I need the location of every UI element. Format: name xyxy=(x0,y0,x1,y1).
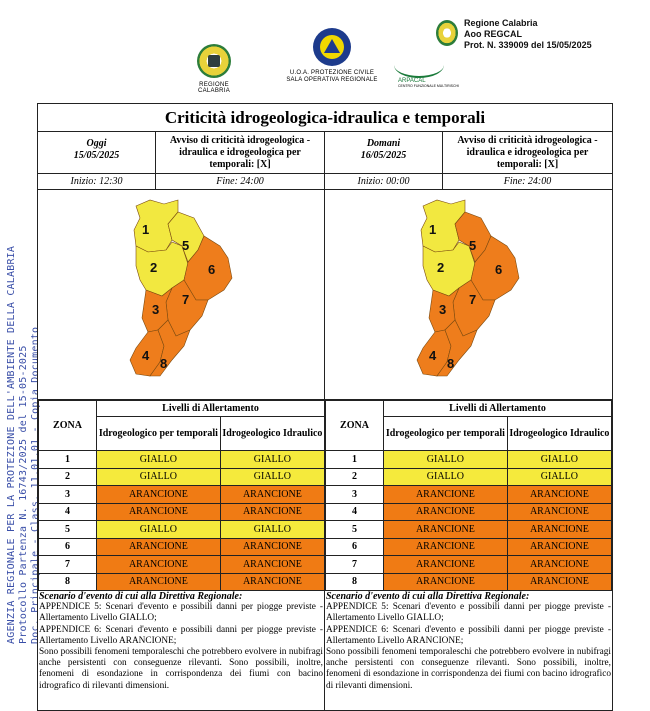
day-date-cell xyxy=(325,132,443,173)
calabria-map-svg xyxy=(38,190,325,400)
map-label-1: 1 xyxy=(142,222,150,237)
alert-table xyxy=(38,400,324,591)
day-date: 16/05/2025 xyxy=(360,150,407,161)
zona-cell: 2 xyxy=(39,468,97,486)
idraulico-level-cell: ARANCIONE xyxy=(220,503,324,521)
day-panel-tomorrow xyxy=(325,132,612,711)
scenario-description: Sono possibili fenomeni temporaleschi che potrebbero evolvere in nubifragi anche persistenti con conseguenze rilevanti. Sono possibili, inoltre, fenomeni di esondazione in corrispondenza dei fiumi con bacino idrografico di rilevanti dimensioni. xyxy=(39,647,323,691)
time-row xyxy=(38,174,324,190)
idraulico-level-cell: ARANCIONE xyxy=(220,573,324,591)
livelli-header: Livelli di Allertamento xyxy=(384,401,612,417)
scenario-title: Scenario d'evento di cui alla Direttiva Regionale: xyxy=(39,591,243,602)
scenario-description: Sono possibili fenomeni temporaleschi che potrebbero evolvere in nubifragi anche persistenti con conseguenze rilevanti. Sono possibili, inoltre, fenomeni di esondazione in corrispondenza dei fiumi con bacino idrografico di rilevanti dimensioni. xyxy=(326,647,611,691)
alert-table xyxy=(325,400,612,591)
idraulico-level-cell: ARANCIONE xyxy=(220,538,324,556)
map-label-8: 8 xyxy=(447,356,455,371)
day-label: Oggi xyxy=(86,138,107,149)
zona-cell: 6 xyxy=(326,538,384,556)
stamp-line-1: AGENZIA REGIONALE PER LA PROTEZIONE DELL'AMBIENTE DELLA CALABRIA xyxy=(6,245,17,644)
avviso-text: Avviso di criticità idrogeologica - idraulica e idrogeologica per temporali: [X] xyxy=(169,135,311,170)
zone-row xyxy=(39,486,325,504)
temporali-level-cell: ARANCIONE xyxy=(97,486,221,504)
zone-row xyxy=(39,556,325,574)
zona-cell: 5 xyxy=(39,521,97,539)
temporali-level-cell: ARANCIONE xyxy=(384,521,508,539)
livelli-header: Livelli di Allertamento xyxy=(97,401,325,417)
idraulico-level-cell: ARANCIONE xyxy=(507,538,611,556)
col-idraulico-header: Idrogeologico Idraulico xyxy=(220,417,324,451)
map-label-1: 1 xyxy=(429,222,437,237)
day-date: 15/05/2025 xyxy=(73,150,120,161)
temporali-level-cell: ARANCIONE xyxy=(384,486,508,504)
zona-cell: 3 xyxy=(326,486,384,504)
temporali-level-cell: GIALLO xyxy=(97,521,221,539)
map-label-6: 6 xyxy=(495,262,503,277)
fine-time: Fine: 24:00 xyxy=(216,176,264,187)
zona-cell: 2 xyxy=(326,468,384,486)
temporali-level-cell: GIALLO xyxy=(384,451,508,469)
zona-cell: 7 xyxy=(39,556,97,574)
zona-cell: 4 xyxy=(326,503,384,521)
zone-row xyxy=(326,521,612,539)
temporali-level-cell: GIALLO xyxy=(384,468,508,486)
zone-row xyxy=(39,521,325,539)
temporali-level-cell: ARANCIONE xyxy=(97,538,221,556)
inizio-time: Inizio: 00:00 xyxy=(325,174,443,189)
temporali-level-cell: GIALLO xyxy=(97,451,221,469)
time-row xyxy=(325,174,612,190)
pc-caption-2: SALA OPERATIVA REGIONALE xyxy=(286,77,378,83)
zona-cell: 4 xyxy=(39,503,97,521)
map-label-4: 4 xyxy=(142,348,150,363)
map-label-4: 4 xyxy=(429,348,437,363)
fine-time: Fine: 24:00 xyxy=(503,176,552,187)
arpacal-logo xyxy=(394,52,514,88)
temporali-level-cell: ARANCIONE xyxy=(97,573,221,591)
zona-header: ZONA xyxy=(326,401,384,451)
inizio-time: Inizio: 12:30 xyxy=(38,174,156,189)
regione-calabria-logo xyxy=(184,44,244,94)
protezione-civile-logo xyxy=(282,28,382,84)
col-temporali-header: Idrogeologico per temporali xyxy=(97,417,221,451)
idraulico-level-cell: GIALLO xyxy=(220,451,324,469)
zone-row xyxy=(326,486,612,504)
temporali-level-cell: ARANCIONE xyxy=(97,503,221,521)
zona-cell: 5 xyxy=(326,521,384,539)
zone-row xyxy=(326,538,612,556)
idraulico-level-cell: GIALLO xyxy=(220,521,324,539)
zone-row xyxy=(326,503,612,521)
temporali-level-cell: ARANCIONE xyxy=(384,573,508,591)
zona-cell: 7 xyxy=(326,556,384,574)
zona-header: ZONA xyxy=(39,401,97,451)
idraulico-level-cell: GIALLO xyxy=(220,468,324,486)
temporali-level-cell: ARANCIONE xyxy=(384,503,508,521)
zone-row xyxy=(39,503,325,521)
scenario-title: Scenario d'evento di cui alla Direttiva Regionale: xyxy=(326,591,530,602)
day-date-cell xyxy=(38,132,156,173)
zone-row xyxy=(39,573,325,591)
scenario-appendice-6: APPENDICE 6: Scenari d'evento e possibili danni per piogge previste - Allertamento Livello ARANCIONE; xyxy=(326,624,611,646)
temporali-level-cell: ARANCIONE xyxy=(384,538,508,556)
map-label-3: 3 xyxy=(439,302,447,317)
zone-map xyxy=(325,190,612,400)
map-label-5: 5 xyxy=(182,238,190,253)
protocol-text xyxy=(464,18,592,51)
zone-row xyxy=(326,573,612,591)
idraulico-level-cell: GIALLO xyxy=(507,451,611,469)
idraulico-level-cell: ARANCIONE xyxy=(220,556,324,574)
day-panel-today xyxy=(38,132,325,711)
zona-cell: 6 xyxy=(39,538,97,556)
day-label: Domani xyxy=(366,138,401,149)
temporali-level-cell: ARANCIONE xyxy=(384,556,508,574)
avviso-text: Avviso di criticità idrogeologica - idraulica e idrogeologica per temporali: [X] xyxy=(457,135,598,170)
zona-cell: 1 xyxy=(39,451,97,469)
map-label-8: 8 xyxy=(160,356,168,371)
bulletin-title: Criticità idrogeologica-idraulica e temporali xyxy=(38,104,612,132)
stamp-line-3: Doc. Principale - Class. 11.01.01 - Copia Documento xyxy=(30,326,41,644)
temporali-level-cell: ARANCIONE xyxy=(97,556,221,574)
map-label-7: 7 xyxy=(182,292,190,307)
zona-cell: 3 xyxy=(39,486,97,504)
map-label-7: 7 xyxy=(469,292,477,307)
zona-cell: 8 xyxy=(326,573,384,591)
side-protocol-stamp xyxy=(2,245,41,648)
protocol-line-2: Aoo REGCAL xyxy=(464,29,522,39)
stamp-line-2: Protocollo Partenza N. 16743/2025 del 15-05-2025 xyxy=(18,345,29,644)
zone-map xyxy=(38,190,324,400)
zona-cell: 8 xyxy=(39,573,97,591)
map-label-5: 5 xyxy=(469,238,477,253)
arpacal-mark-icon xyxy=(394,52,444,78)
scenario-appendice-5: APPENDICE 5: Scenari d'evento e possibili danni per piogge previste - Allertamento Livello GIALLO; xyxy=(326,602,611,624)
scenario-appendice-6: APPENDICE 6: Scenari d'evento e possibili danni per piogge previste - Allertamento Livello ARANCIONE; xyxy=(39,624,323,646)
idraulico-level-cell: ARANCIONE xyxy=(507,521,611,539)
col-idraulico-header: Idrogeologico Idraulico xyxy=(507,417,611,451)
col-temporali-header: Idrogeologico per temporali xyxy=(384,417,508,451)
idraulico-level-cell: GIALLO xyxy=(507,468,611,486)
protocol-line-3: Prot. N. 339009 del 15/05/2025 xyxy=(464,40,592,50)
bulletin xyxy=(37,103,613,711)
regione-calabria-emblem-icon xyxy=(197,44,231,78)
map-label-2: 2 xyxy=(150,260,158,275)
map-label-3: 3 xyxy=(152,302,160,317)
regione-calabria-caption: REGIONE CALABRIA xyxy=(197,82,231,94)
zone-row xyxy=(39,468,325,486)
idraulico-level-cell: ARANCIONE xyxy=(220,486,324,504)
arpacal-name: ARPACAL xyxy=(398,78,426,84)
pc-caption-1: U.O.A. PROTEZIONE CIVILE xyxy=(289,70,375,76)
idraulico-level-cell: ARANCIONE xyxy=(507,573,611,591)
day-header xyxy=(325,132,612,174)
zone-row xyxy=(39,538,325,556)
idraulico-level-cell: ARANCIONE xyxy=(507,503,611,521)
map-label-2: 2 xyxy=(437,260,445,275)
regione-calabria-small-emblem-icon xyxy=(436,20,458,46)
protocol-line-1: Regione Calabria xyxy=(464,18,538,28)
scenario-appendice-5: APPENDICE 5: Scenari d'evento e possibili danni per piogge previste - Allertamento Livello GIALLO; xyxy=(39,602,323,624)
arpacal-sub: CENTRO FUNZIONALE MULTIRISCHI xyxy=(398,84,459,88)
zone-row xyxy=(326,468,612,486)
zone-row xyxy=(39,451,325,469)
day-header xyxy=(38,132,324,174)
zone-row xyxy=(326,556,612,574)
protezione-civile-emblem-icon xyxy=(313,28,351,66)
temporali-level-cell: GIALLO xyxy=(97,468,221,486)
idraulico-level-cell: ARANCIONE xyxy=(507,486,611,504)
letterhead xyxy=(0,0,650,100)
zone-row xyxy=(326,451,612,469)
zona-cell: 1 xyxy=(326,451,384,469)
calabria-map-svg xyxy=(325,190,612,400)
idraulico-level-cell: ARANCIONE xyxy=(507,556,611,574)
map-label-6: 6 xyxy=(208,262,216,277)
